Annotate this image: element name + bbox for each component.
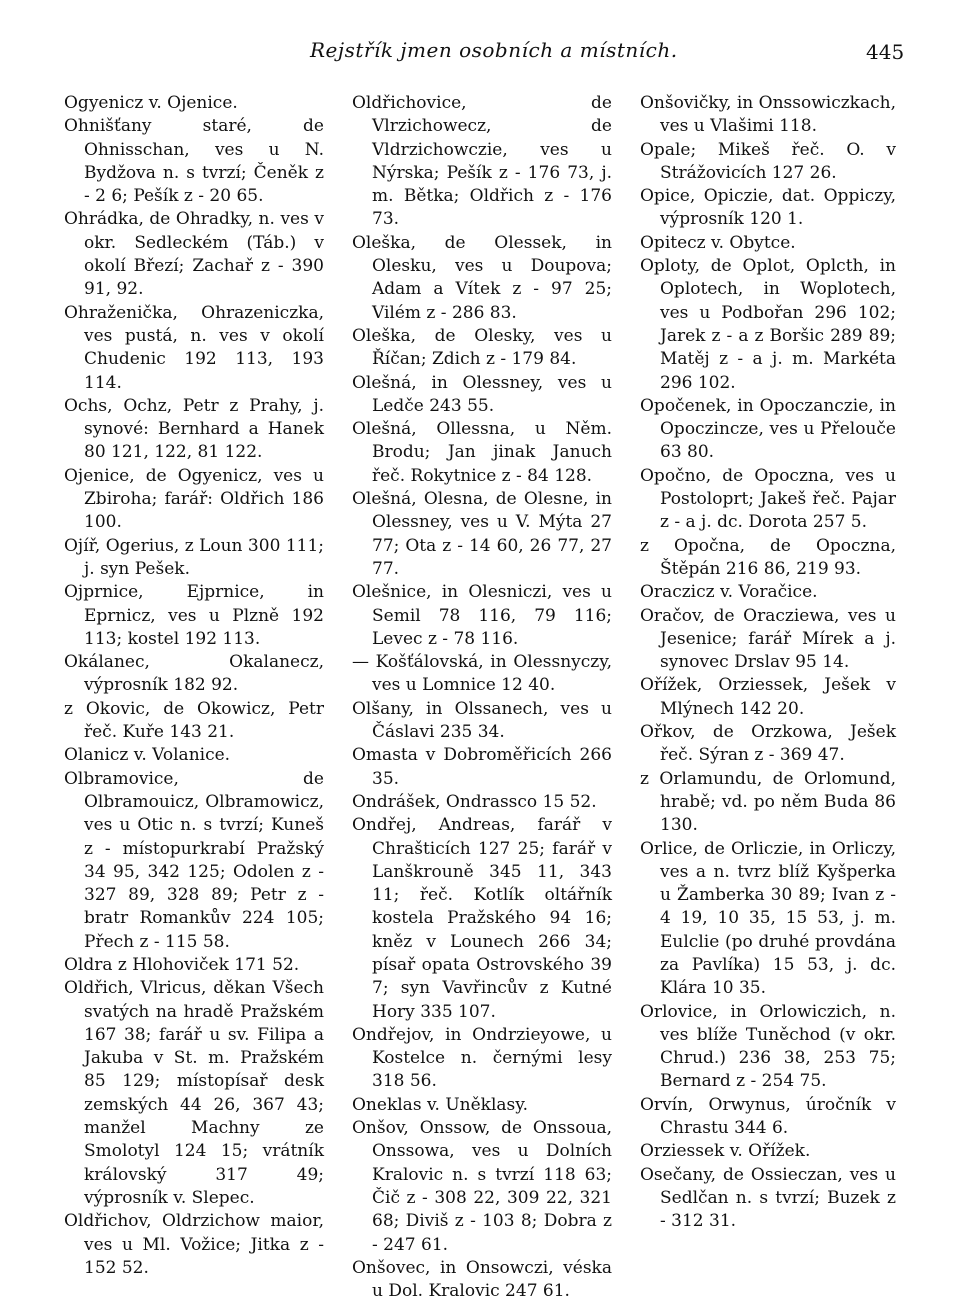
index-entry: Ondrášek, Ondrassco 15 52. [352, 791, 597, 812]
index-entry: Olešnice, in Olesniczi, ves u Semil 78 116, 79 116; Levec z - 78 116. [352, 582, 612, 649]
index-entry: Ondřejov, in Ondrzieyowe, u Kostelce n. černými lesy 318 56. [352, 1024, 612, 1092]
index-entry: Ojenice, de Ogyenicz, ves u Zbiroha; farář: Oldřich 186 100. [64, 465, 324, 533]
index-entry: Oneklas v. Uněklasy. [352, 1094, 529, 1115]
index-entry: Ohraženička, Ohrazeniczka, ves pustá, n. ves v okolí Chudenic 192 113, 193 114. [64, 302, 324, 393]
index-entry: z Opočna, de Opoczna, Štěpán 216 86, 219 93. [640, 535, 896, 579]
index-entry: Oleška, de Olessek, in Olesku, ves u Doupova; Adam a Vítek z - 97 25; Vilém z - 286 83. [352, 232, 612, 323]
index-entry: Onšovec, in Onsowczi, véska u Dol. Kralovic 247 61. [352, 1257, 612, 1302]
index-entry: Ochs, Ochz, Petr z Prahy, j. synové: Bernhard a Hanek 80 121, 122, 81 122. [64, 395, 324, 463]
index-entry: Oploty, de Oplot, Oplcth, in Oplotech, in Woplotech, ves u Podbořan 296 102; Jarek z - a z Boršic 289 89; Matěj z - a j. m. Markéta 296 102. [640, 256, 896, 393]
index-entry: Oldřichovice, de Vlrzichowecz, de Vldrzichowczie, ves u Nýrska; Pešík z - 176 73, j. m. Bětka; Oldřich z - 176 73. [352, 93, 612, 230]
index-entry: Opočenek, in Opoczanczie, in Opoczincze, ves u Přelouče 63 80. [640, 395, 896, 463]
index-entry: Ohrádka, de Ohradky, n. ves v okr. Sedleckém (Táb.) v okolí Březí; Zachař z - 390 91, 92. [64, 209, 324, 300]
index-entry: Oleška, de Olesky, ves u Říčan; Zdich z - 179 84. [352, 325, 612, 370]
index-column-2 [352, 92, 612, 1303]
index-entry: Opale; Mikeš řeč. O. v Strážovicích 127 26. [640, 139, 896, 183]
index-column-1 [64, 92, 324, 1280]
index-entry: Orziessek v. Ořížek. [640, 1141, 811, 1162]
index-entry: Opice, Opiczie, dat. Oppiczy, výprosník 120 1. [640, 186, 896, 230]
index-entry: Olešná, in Olessney, ves u Ledče 243 55. [352, 372, 612, 416]
index-entry: Ořížek, Orziessek, Ješek v Mlýnech 142 20. [640, 675, 896, 719]
index-entry: Omasta v Dobroměřicích 266 35. [352, 745, 612, 789]
index-entry: Ojprnice, Ejprnice, in Eprnicz, ves u Plzně 192 113; kostel 192 113. [64, 582, 324, 649]
index-entry: Olešná, Ollessna, u Něm. Brodu; Jan jinak Januch řeč. Rokytnice z - 84 128. [352, 419, 612, 486]
index-entry: Onšov, Onssow, de Onssoua, Onssowa, ves u Dolních Kralovic n. s tvrzí 118 63; Čič z - 308 22, 309 22, 321 68; Diviš z - 103 8; Dobra z - 247 61. [352, 1118, 612, 1255]
index-entry: Osečany, de Ossieczan, ves u Sedlčan n. s tvrzí; Buzek z - 312 31. [640, 1164, 896, 1232]
running-title: Rejstřík jmen osobních a místních. [310, 38, 678, 62]
index-entry: Ondřej, Andreas, farář v Chrašticích 127 25; farář v Lanškrouně 345 11, 343 11; řeč. Kotlík oltářník kostela Pražského 94 16; kněz v Lounech 266 34; písař opata Ostrovského 39 7; syn Vavřincův z Kutné Hory 335 107. [352, 815, 612, 1022]
index-entry: Ohnišťany staré, de Ohnisschan, ves u N. Bydžova n. s tvrzí; Čeněk z - 2 6; Pešík z - 20 65. [64, 116, 324, 207]
index-entry: Olbramovice, de Olbramouicz, Olbramowicz, ves u Otic n. s tvrzí; Kuneš z - místopurkrabí Pražský 34 95, 342 125; Odolen z - 327 89, 328 89; Petr z - bratr Romankův 224 105; Přech z - 115 58. [64, 768, 324, 952]
index-entry: Ojíř, Ogerius, z Loun 300 111; j. syn Pešek. [64, 535, 324, 579]
index-entry: Oldřichov, Oldrzichow maior, ves u Ml. Vožice; Jitka z - 152 52. [64, 1211, 324, 1278]
index-entry: Ogyenicz v. Ojenice. [64, 93, 238, 113]
index-entry: z Okovic, de Okowicz, Petr řeč. Kuře 143 21. [64, 698, 324, 743]
index-entry: Oraczicz v. Voračice. [640, 582, 818, 603]
index-column-3 [640, 92, 896, 1234]
index-entry: Opitecz v. Obytce. [640, 232, 796, 253]
index-entry: Oldřich, Vlricus, děkan Všech svatých na hradě Pražském 167 38; farář u sv. Filipa a Jakuba v St. m. Pražském 85 129; místopísař desk zemských 44 26, 367 43; manžel Machny ze Smolotyl 124 15; vrátník královský 317 49; výprosník v. Slepec. [64, 978, 324, 1208]
index-entry: — Košťálovská, in Olessnyczy, ves u Lomnice 12 40. [352, 652, 612, 696]
page-number: 445 [866, 40, 905, 64]
index-entry: Orlovice, in Orlowiczich, n. ves blíže Tuněchod (v okr. Chrud.) 236 38, 253 75; Bernard z - 254 75. [640, 1001, 896, 1092]
index-entry: Orvín, Orwynus, úročník v Chrastu 344 6. [640, 1094, 896, 1139]
index-entry: Ořkov, de Orzkowa, Ješek řeč. Sýran z - 369 47. [640, 722, 896, 766]
index-entry: Oračov, de Oracziewa, ves u Jesenice; farář Mírek a j. synovec Drslav 95 14. [640, 605, 896, 673]
index-entry: Oldra z Hlohoviček 171 52. [64, 954, 300, 975]
index-entry: Olešná, Olesna, de Olesne, in Olessney, ves u V. Mýta 27 77; Ota z - 14 60, 26 77, 27 77. [352, 489, 612, 579]
index-entry: Opočno, de Opoczna, ves u Postoloprt; Jakeš řeč. Pajar z - a j. dc. Dorota 257 5. [640, 465, 896, 533]
index-entry: Olanicz v. Volanice. [64, 745, 231, 766]
index-entry: Okálanec, Okalanecz, výprosník 182 92. [64, 652, 324, 696]
index-entry: Orlice, de Orliczie, in Orliczy, ves a n. tvrz blíž Kyšperka u Žamberka 30 89; Ivan z - 4 19, 10 35, 15 53, j. m. Eulclie (po druhé provdána za Pavlíka) 15 53, j. dc. Klára 10 35. [640, 838, 896, 999]
index-entry: z Orlamundu, de Orlomund, hrabě; vd. po něm Buda 86 130. [640, 768, 896, 836]
index-entry: Olšany, in Olssanech, ves u Čáslavi 235 34. [352, 698, 612, 743]
index-entry: Onšovičky, in Onssowiczkach, ves u Vlašimi 118. [640, 93, 896, 137]
